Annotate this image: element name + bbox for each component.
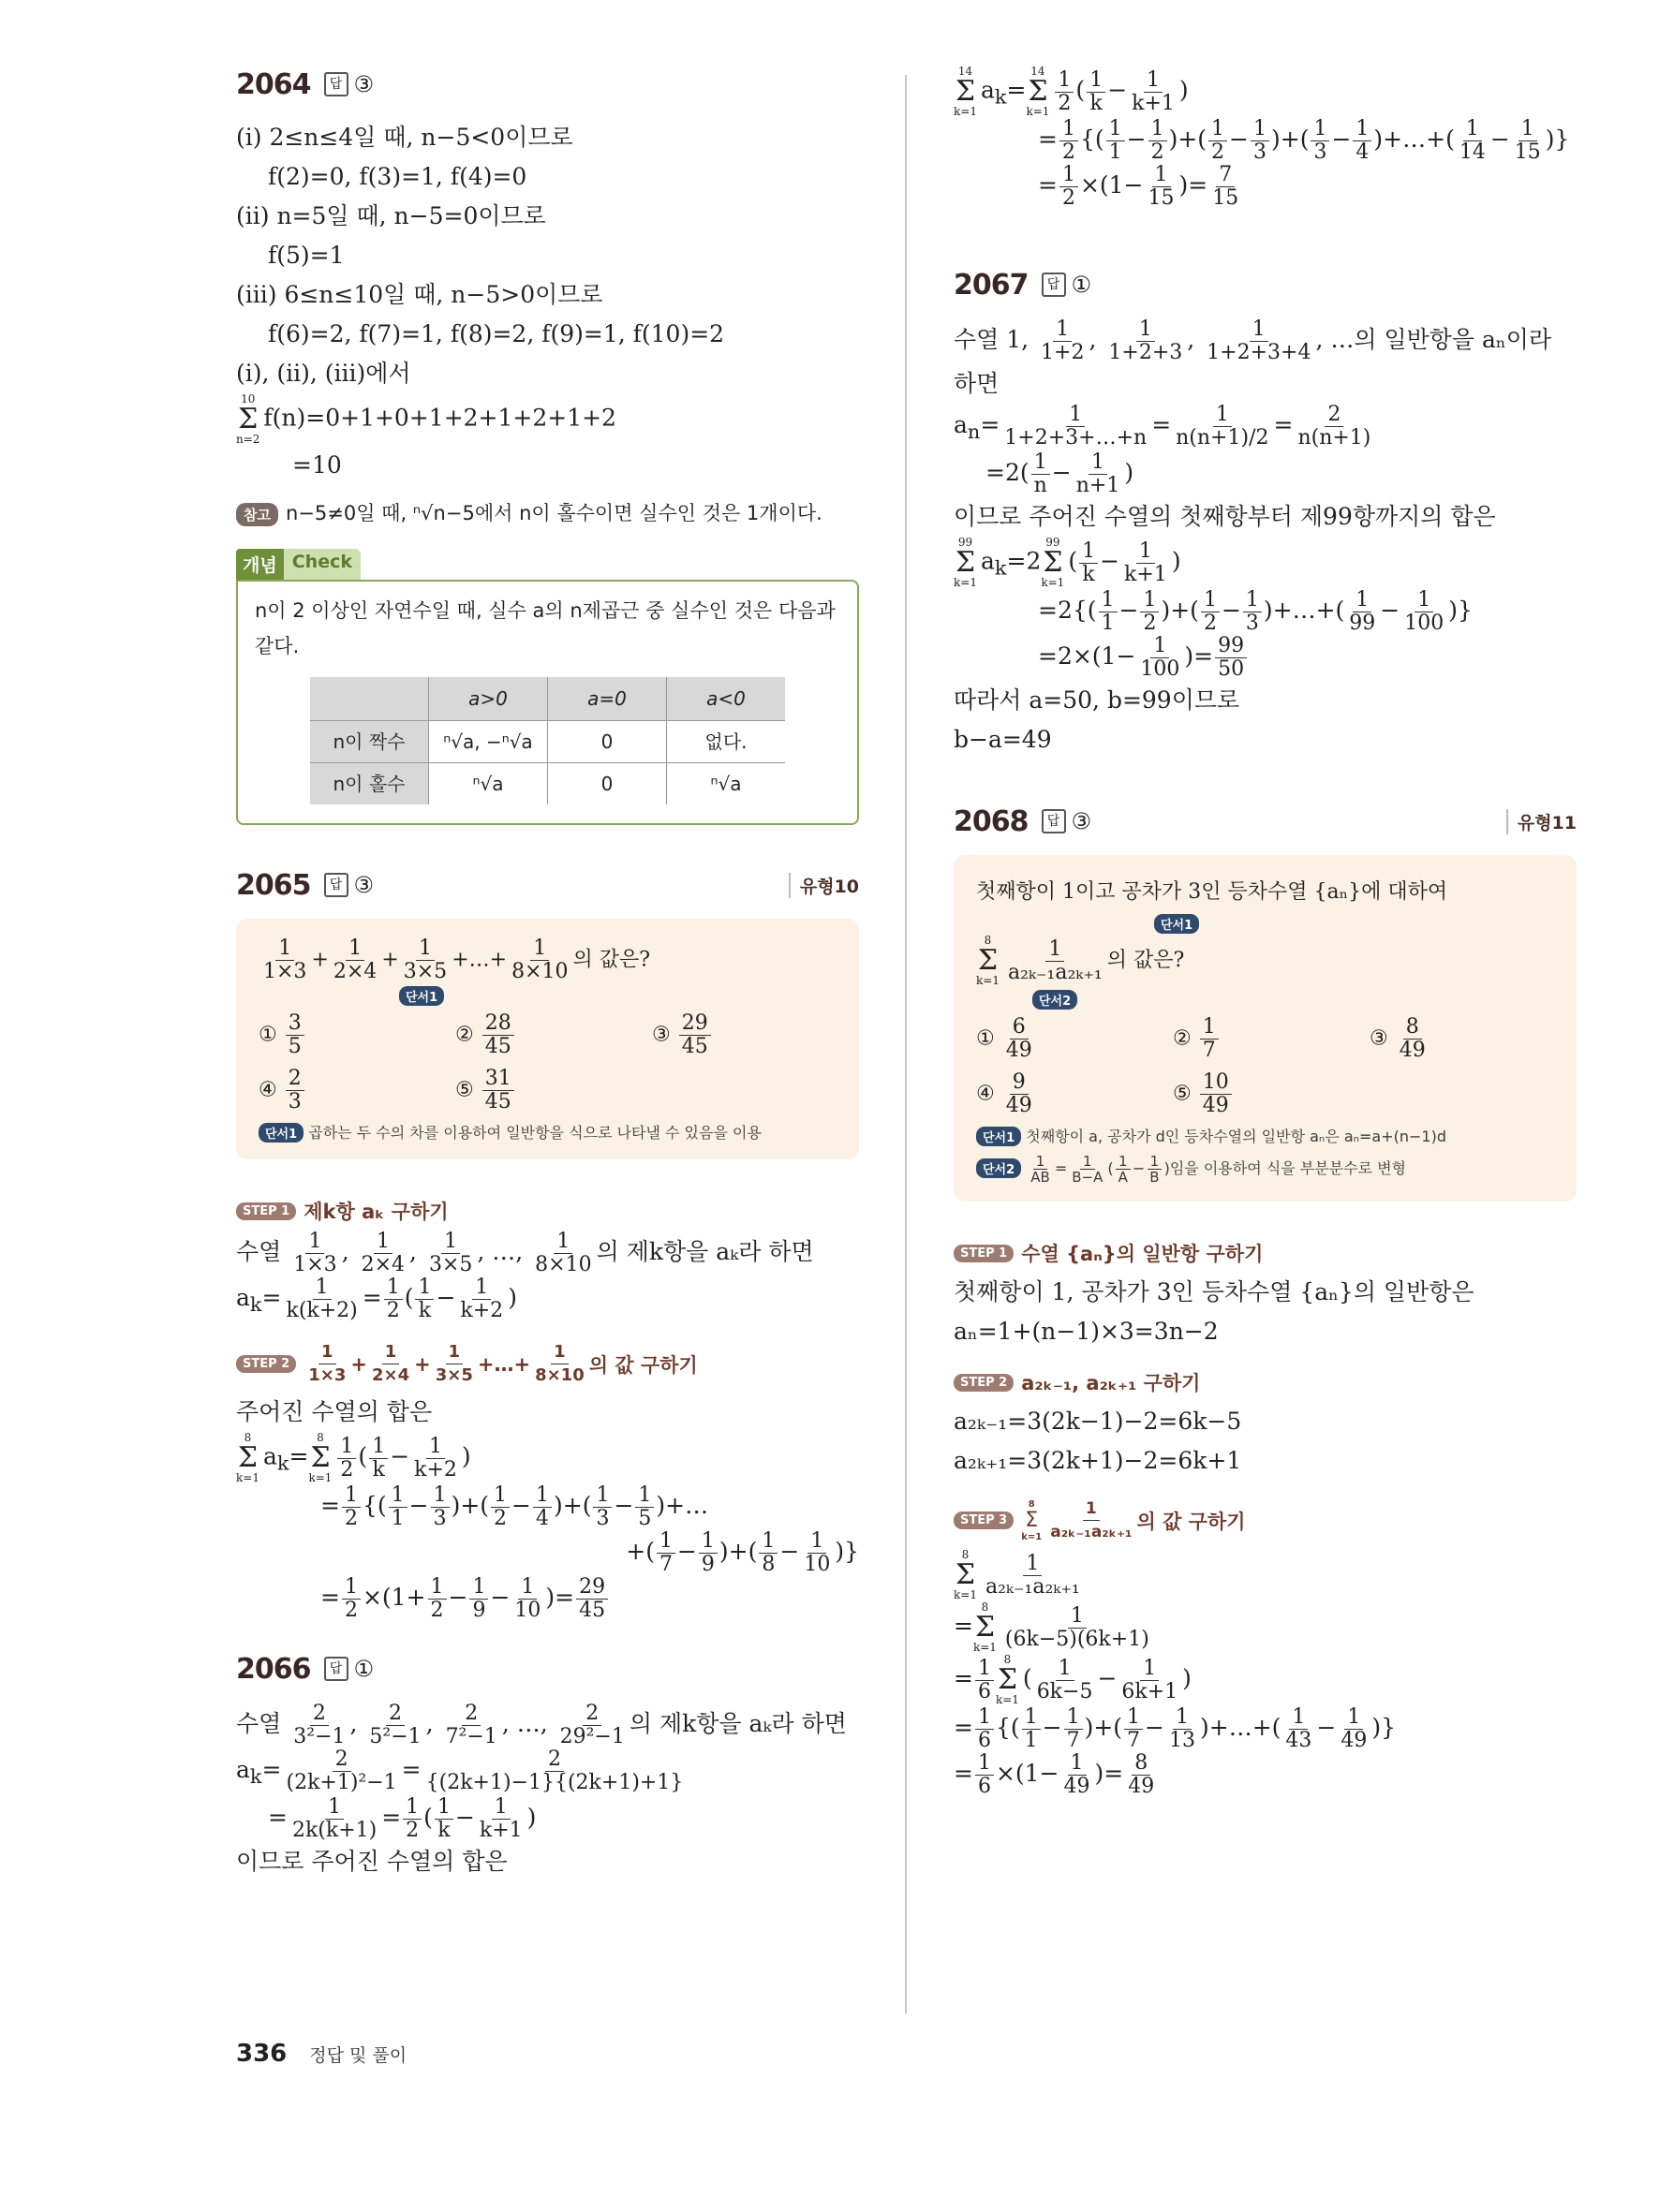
right-column — [954, 66, 1577, 1798]
table-cell: 0 — [548, 763, 667, 805]
sum-line-3: = $\frac{1}{6}$ 8 Σ k=1 ( $\frac{1}{6k-5}$ − $\frac{1}{6k+1}$ ) — [954, 1653, 1192, 1706]
sum-result: =10 — [292, 451, 342, 479]
sequence-line-2: 하면 — [954, 370, 1000, 397]
choices — [259, 1012, 837, 1113]
step2-eq2: a₂ₖ₊₁=3(2k+1)−2=6k+1 — [954, 1447, 1242, 1474]
question-line: 첫째항이 1이고 공차가 3인 등차수열 {aₙ}에 대하여 — [976, 880, 1448, 904]
sequence-line: 수열 1, $\frac{1}{1+2}$ , $\frac{1}{1+2+3}$ , $\frac{1}{1+2+3+4}$ , …의 일반항을 aₙ이라 — [954, 317, 1552, 364]
problem-2064-header — [236, 66, 859, 103]
hint-line-2: 단서2 $\frac{1}{AB}$ = $\frac{1}{B-A}$ ( $\frac{1}{A}$ − $\frac{1}{B}$ )임을 이용하여 식을 부분분수로 변형 — [976, 1154, 1554, 1185]
telescoping-line-2: +( $\frac{1}{7}$ − $\frac{1}{9}$ )+( $\frac{1}{8}$ − $\frac{1}{10}$ )} — [626, 1529, 859, 1576]
general-term-2: = $\frac{1}{2k(k+1)}$ = $\frac{1}{2}$ ( $\frac{1}{k}$ − $\frac{1}{k+1}$ ) — [268, 1795, 537, 1842]
sum-expression: f(n)=0+1+0+1+2+1+2+1+2 — [263, 404, 616, 432]
concept-box — [236, 580, 859, 825]
choice-5[interactable]: ⑤ $\frac{10}{49}$ — [1173, 1071, 1370, 1117]
case-line: (ⅰ) 2≤n≤4일 때, n−5<0이므로 — [236, 124, 573, 151]
choice-1[interactable]: ① $\frac{6}{49}$ — [976, 1015, 1032, 1062]
concept-tab — [236, 549, 361, 580]
choice-3[interactable]: ③ $\frac{8}{49}$ — [1370, 1015, 1426, 1062]
row-header: n이 홀수 — [310, 763, 429, 805]
answer-tag: 답 — [324, 72, 348, 96]
problem-2067-header — [954, 266, 1577, 303]
table-corner — [310, 677, 429, 721]
concept-tab-label: 개념 — [236, 549, 284, 580]
hint-line — [259, 1121, 837, 1143]
hint-text: 곱하는 두 수의 차를 이용하여 일반항을 식으로 나타낼 수 있음을 이용 — [308, 1124, 762, 1142]
table-cell: 없다. — [667, 721, 786, 763]
note — [236, 498, 859, 526]
step1-line: 첫째항이 1, 공차가 3인 등차수열 {aₙ}의 일반항은 — [954, 1278, 1474, 1305]
hint-line-1: 단서1 첫째항이 a, 공차가 d인 등차수열의 일반항 aₙ은 aₙ=a+(n−1)d — [976, 1125, 1554, 1146]
problem-number: 2067 — [954, 268, 1029, 302]
sequence-line: 수열 $\frac{2}{\text{3²−1}}$ , $\frac{2}{\text{5²−1}}$ , $\frac{2}{\text{7²−1}}$ , …, $\frac{2}{\text{29²−1}}$ 의 제k항을 aₖ라 하면 — [236, 1702, 847, 1748]
step-1 — [236, 1197, 859, 1225]
problem-2065-header — [236, 866, 859, 904]
answer-tag: 답 — [324, 873, 348, 897]
step-3: STEP 3 8 Σ k=1 $\frac{1}{\text{a₂ₖ₋₁a₂ₖ₊₁}}$ 의 값 구하기 — [954, 1497, 1577, 1543]
table-cell: ⁿ√a — [429, 763, 548, 805]
result-line: = $\frac{1}{6}$ ×(1− $\frac{1}{49}$ )= $\frac{8}{49}$ — [954, 1751, 1155, 1798]
telescoping-line: =2{( $\frac{1}{1}$ − $\frac{1}{2}$ )+( $\frac{1}{2}$ − $\frac{1}{3}$ )+…+( $\frac{1}{99}$ − $\frac{1}{100}$ )} — [1038, 588, 1473, 635]
sum-line: 14 Σ k=1 $a_k=$ 14 Σ k=1 $\frac{1}{2}$ ( $\frac{1}{k}$ − $\frac{1}{k+1}$ ) — [954, 65, 1189, 118]
root-table — [310, 677, 785, 804]
sum-line: 8 Σ k=1 $a_k=$ 8 Σ k=1 $\frac{1}{2}$ ( $\frac{1}{k}$ − $\frac{1}{k+2}$ ) — [236, 1431, 471, 1484]
answer-value: ③ — [1071, 808, 1092, 834]
case-result: f(6)=2, f(7)=1, f(8)=2, f(9)=1, f(10)=2 — [268, 320, 725, 347]
answer-value: ① — [353, 1656, 375, 1682]
case-result: f(5)=1 — [268, 242, 345, 269]
telescoping-line: = $\frac{1}{6}$ {( $\frac{1}{1}$ − $\frac{1}{7}$ )+( $\frac{1}{7}$ − $\frac{1}{13}$ )+…+( $\frac{1}{43}$ − $\frac{1}{49}$ )} — [954, 1705, 1397, 1752]
hint-badge: 단서1 — [259, 1123, 304, 1143]
problem-number: 2065 — [236, 868, 311, 902]
answer-value: ① — [1071, 272, 1092, 298]
problem-2068-header — [954, 803, 1577, 840]
table-header: a>0 — [429, 677, 548, 721]
table-cell: ⁿ√a — [667, 763, 786, 805]
problem-number: 2066 — [236, 1652, 311, 1686]
choice-5[interactable]: ⑤ $\frac{31}{45}$ — [455, 1068, 652, 1113]
column-divider — [905, 75, 907, 2013]
step1-eq: aₙ=1+(n−1)×3=3n−2 — [954, 1318, 1219, 1345]
sum-line: 99 Σ k=1 $a_k=2$ 99 Σ k=1 ( $\frac{1}{k}$ − $\frac{1}{k+1}$ ) — [954, 536, 1181, 589]
case-result: f(2)=0, f(3)=1, f(4)=0 — [268, 163, 527, 190]
question-box — [236, 919, 859, 1159]
problem-number: 2068 — [954, 804, 1029, 838]
sum-intro: 이므로 주어진 수열의 첫째항부터 제99항까지의 합은 — [954, 503, 1496, 530]
hint-badge: 단서1 — [399, 986, 444, 1006]
case-line: (ⅲ) 6≤n≤10일 때, n−5>0이므로 — [236, 281, 603, 308]
step-2: STEP 2 $\frac{1}{1\times 3}$ + $\frac{1}{2\times 4}$ + $\frac{1}{3\times 5}$ +…+ $\frac{1}{8\times 10}$ 의 값 구하기 — [236, 1341, 859, 1387]
general-term: $a_n=$ $\frac{1}{1+2+3+\dots+n}$ = $\frac{1}{n(n+1)/2}$ = $\frac{2}{n(n+1)}$ — [954, 403, 1371, 450]
step-2: STEP 2 a₂ₖ₋₁, a₂ₖ₊₁ 구하기 — [954, 1368, 1577, 1396]
footer-label: 정답 및 풀이 — [309, 2045, 407, 2066]
row-header: n이 짝수 — [310, 721, 429, 763]
general-term-2: =2( $\frac{1}{n}$ − $\frac{1}{n+1}$ ) — [985, 450, 1134, 497]
sigma-symbol: 10 Σ n=2 — [236, 392, 260, 446]
answer-tag: 답 — [324, 1657, 348, 1681]
step-badge: STEP 1 — [236, 1202, 296, 1220]
question-line: $\frac{1}{1\times 3}$ + $\frac{1}{2\times 4}$ + $\frac{1}{3\times 5}$ +…+ $\frac{1}{8\times 10}$ 의 값은? — [263, 936, 651, 983]
step-title: 제k항 aₖ 구하기 — [304, 1201, 449, 1223]
answer-value: ③ — [353, 71, 375, 97]
result-line: = $\frac{1}{2}$ ×(1+ $\frac{1}{2}$ − $\frac{1}{9}$ − $\frac{1}{10}$ )= $\frac{29}{45}$ — [236, 1576, 859, 1622]
concept-tab-check: Check — [284, 549, 361, 580]
step-1: STEP 1 수열 {aₙ}의 일반항 구하기 — [954, 1239, 1577, 1267]
sum-intro: 주어진 수열의 합은 — [236, 1398, 433, 1425]
type-tag: 유형10 — [789, 873, 859, 898]
table-header: a<0 — [667, 677, 786, 721]
question-tail: 의 값은? — [572, 948, 651, 972]
left-column — [236, 66, 859, 1881]
sequence-line: 수열 $\frac{1}{1\times 3}$ , $\frac{1}{2\times 4}$ , $\frac{1}{3\times 5}$ , …, $\frac{1}{8\times 10}$ 의 제k항을 aₖ라 하면 — [236, 1230, 814, 1276]
choice-3[interactable]: ③ $\frac{29}{45}$ — [652, 1012, 849, 1058]
choice-4[interactable]: ④ $\frac{2}{3}$ — [259, 1068, 455, 1113]
sum-line-2: = 8 Σ k=1 $\frac{1}{(6k-5)(6k+1)}$ — [954, 1600, 1149, 1654]
problem-number: 2064 — [236, 67, 311, 101]
conclusion: 따라서 a=50, b=99이므로 — [954, 686, 1240, 714]
hint-badge: 단서2 — [1032, 990, 1077, 1010]
telescoping-line: = $\frac{1}{2}$ {( $\frac{1}{1}$ − $\frac{1}{3}$ )+( $\frac{1}{2}$ − $\frac{1}{4}$ )+( $\frac{1}{3}$ − $\frac{1}{5}$ )+… — [320, 1483, 709, 1530]
choice-4[interactable]: ④ $\frac{9}{49}$ — [976, 1070, 1032, 1117]
choice-2[interactable]: ② $\frac{28}{45}$ — [455, 1012, 652, 1058]
general-term: $a_k=$ $\frac{2}{\text{(2k+1)²−1}}$ = $\frac{2}{\{(2k+1)-1\}\{(2k+1)+1\}}$ — [236, 1747, 684, 1794]
answer-tag: 답 — [1042, 273, 1066, 297]
choices — [976, 1016, 1554, 1117]
table-cell: 0 — [548, 721, 667, 763]
conclusion-2: b−a=49 — [954, 726, 1052, 753]
note-text: n−5≠0일 때, ⁿ√n−5에서 n이 홀수이면 실수인 것은 1개이다. — [285, 502, 822, 524]
step2-eq1: a₂ₖ₋₁=3(2k−1)−2=6k−5 — [954, 1408, 1242, 1435]
step-badge: STEP 2 — [236, 1355, 296, 1373]
choice-1[interactable]: ① $\frac{3}{5}$ — [259, 1012, 455, 1058]
concept-text: n이 2 이상인 자연수일 때, 실수 a의 n제곱근 중 실수인 것은 다음과 같다. — [255, 599, 836, 657]
question-sum: 8 Σ k=1 $\frac{1}{\text{a₂ₖ₋₁a₂ₖ₊₁}}$ 의 값은? — [976, 934, 1185, 987]
problem-2066-header — [236, 1650, 859, 1688]
choice-2[interactable]: ② $\frac{1}{7}$ — [1173, 1016, 1370, 1062]
note-tag: 참고 — [236, 503, 278, 526]
type-tag: 유형11 — [1506, 809, 1577, 834]
result-line: =2×(1− $\frac{1}{100}$ )= $\frac{99}{50}$ — [954, 635, 1577, 681]
table-cell: ⁿ√a, −ⁿ√a — [429, 721, 548, 763]
sum-intro: 이므로 주어진 수열의 합은 — [236, 1848, 508, 1875]
concept-check — [236, 549, 859, 825]
result-line: = $\frac{1}{2}$ ×(1− $\frac{1}{15}$ )= $\frac{7}{15}$ — [1038, 163, 1239, 210]
answer-tag: 답 — [1042, 809, 1066, 833]
case-summary: (ⅰ), (ⅱ), (ⅲ)에서 — [236, 360, 411, 387]
table-header: a=0 — [548, 677, 667, 721]
hint-badge: 단서1 — [1154, 914, 1199, 934]
general-term: $a_k=$ $\frac{1}{k(k+2)}$ = $\frac{1}{2}$ ( $\frac{1}{k}$ − $\frac{1}{k+2}$ ) — [236, 1276, 517, 1322]
page-number: 336 — [236, 2040, 288, 2068]
case-line: (ⅱ) n=5일 때, n−5=0이므로 — [236, 202, 546, 229]
page-footer — [236, 2040, 407, 2068]
sum-line — [236, 393, 859, 446]
sum-line: 8 Σ k=1 $\frac{1}{\text{a₂ₖ₋₁a₂ₖ₊₁}}$ — [954, 1548, 1080, 1601]
answer-value: ③ — [353, 872, 375, 898]
telescoping-line: = $\frac{1}{2}$ {( $\frac{1}{1}$ − $\frac{1}{2}$ )+( $\frac{1}{2}$ − $\frac{1}{3}$ )+( $\frac{1}{3}$ − $\frac{1}{4}$ )+…+( $\frac{1}{14}$ − $\frac{1}{15}$ )} — [1038, 117, 1570, 164]
question-box — [954, 855, 1577, 1202]
step-title: 의 값 구하기 — [588, 1353, 698, 1377]
